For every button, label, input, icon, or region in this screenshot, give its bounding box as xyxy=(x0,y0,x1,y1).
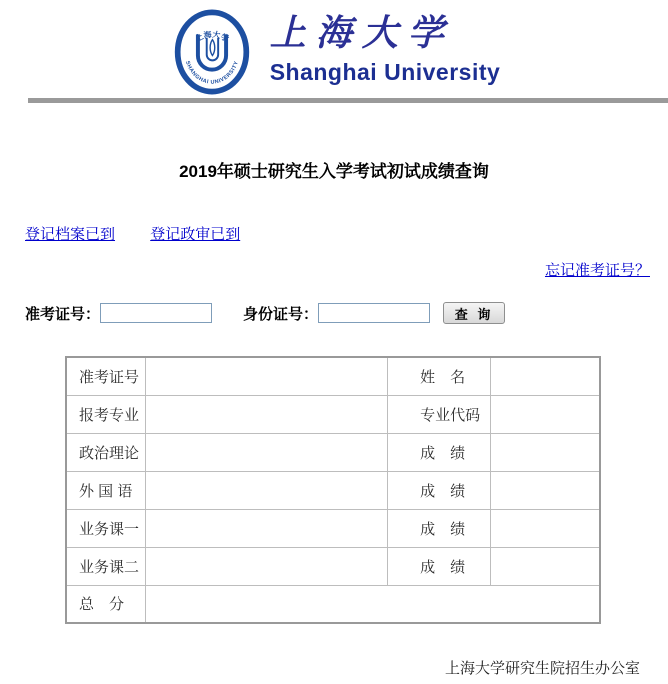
row-label: 总 分 xyxy=(66,585,146,623)
footer-office-name: 上海大学研究生院招生办公室 xyxy=(444,660,640,677)
row-value xyxy=(490,357,600,395)
university-emblem-icon xyxy=(168,8,256,96)
row-label: 业务课二 xyxy=(66,547,146,585)
ticket-number-input[interactable] xyxy=(100,303,212,323)
query-form xyxy=(0,301,668,325)
id-number-label: 身份证号： xyxy=(243,305,319,323)
row-label: 业务课一 xyxy=(66,509,146,547)
link-archive-arrived[interactable]: 登记档案已到 xyxy=(25,226,116,243)
forgot-row xyxy=(0,259,668,280)
brand-block xyxy=(270,8,501,86)
emblem-top-text: 上海大学 xyxy=(193,29,230,44)
table-row xyxy=(66,509,600,547)
row-value xyxy=(490,471,600,509)
row-value xyxy=(490,547,600,585)
row-label: 成 绩 xyxy=(388,433,491,471)
row-value xyxy=(490,395,600,433)
row-label: 政治理论 xyxy=(66,433,146,471)
table-row xyxy=(66,357,600,395)
row-label: 成 绩 xyxy=(388,471,491,509)
table-row xyxy=(66,471,600,509)
row-value xyxy=(146,357,388,395)
page-title: 2019年硕士研究生入学考试初试成绩查询 xyxy=(179,162,489,181)
table-row-total xyxy=(66,585,600,623)
link-forgot-ticket-number[interactable]: 忘记准考证号？ xyxy=(544,262,650,279)
brand-chinese-name: 上海大学 xyxy=(269,12,454,54)
row-value xyxy=(490,509,600,547)
row-label: 姓 名 xyxy=(388,357,491,395)
row-label: 报考专业 xyxy=(66,395,146,433)
row-label: 成 绩 xyxy=(388,509,491,547)
row-value xyxy=(490,433,600,471)
query-button[interactable]: 查 询 xyxy=(443,302,505,324)
row-label: 专业代码 xyxy=(388,395,491,433)
registration-links xyxy=(0,223,668,244)
emblem-bottom-text: SHANGHAI UNIVERSITY xyxy=(183,60,240,86)
brand-english-name: Shanghai University xyxy=(269,59,501,85)
row-value xyxy=(146,395,388,433)
row-value xyxy=(146,547,388,585)
row-value xyxy=(146,471,388,509)
header-divider xyxy=(28,98,668,103)
row-label: 准考证号 xyxy=(66,357,146,395)
row-value xyxy=(146,509,388,547)
row-label: 成 绩 xyxy=(388,547,491,585)
ticket-number-label: 准考证号： xyxy=(25,305,101,323)
score-result-table xyxy=(65,356,601,624)
row-value xyxy=(146,433,388,471)
link-political-review-arrived[interactable]: 登记政审已到 xyxy=(150,226,241,243)
table-row xyxy=(66,395,600,433)
header xyxy=(0,0,668,96)
row-value xyxy=(146,585,600,623)
id-number-input[interactable] xyxy=(318,303,430,323)
table-row xyxy=(66,433,600,471)
row-label: 外 国 语 xyxy=(66,471,146,509)
table-row xyxy=(66,547,600,585)
